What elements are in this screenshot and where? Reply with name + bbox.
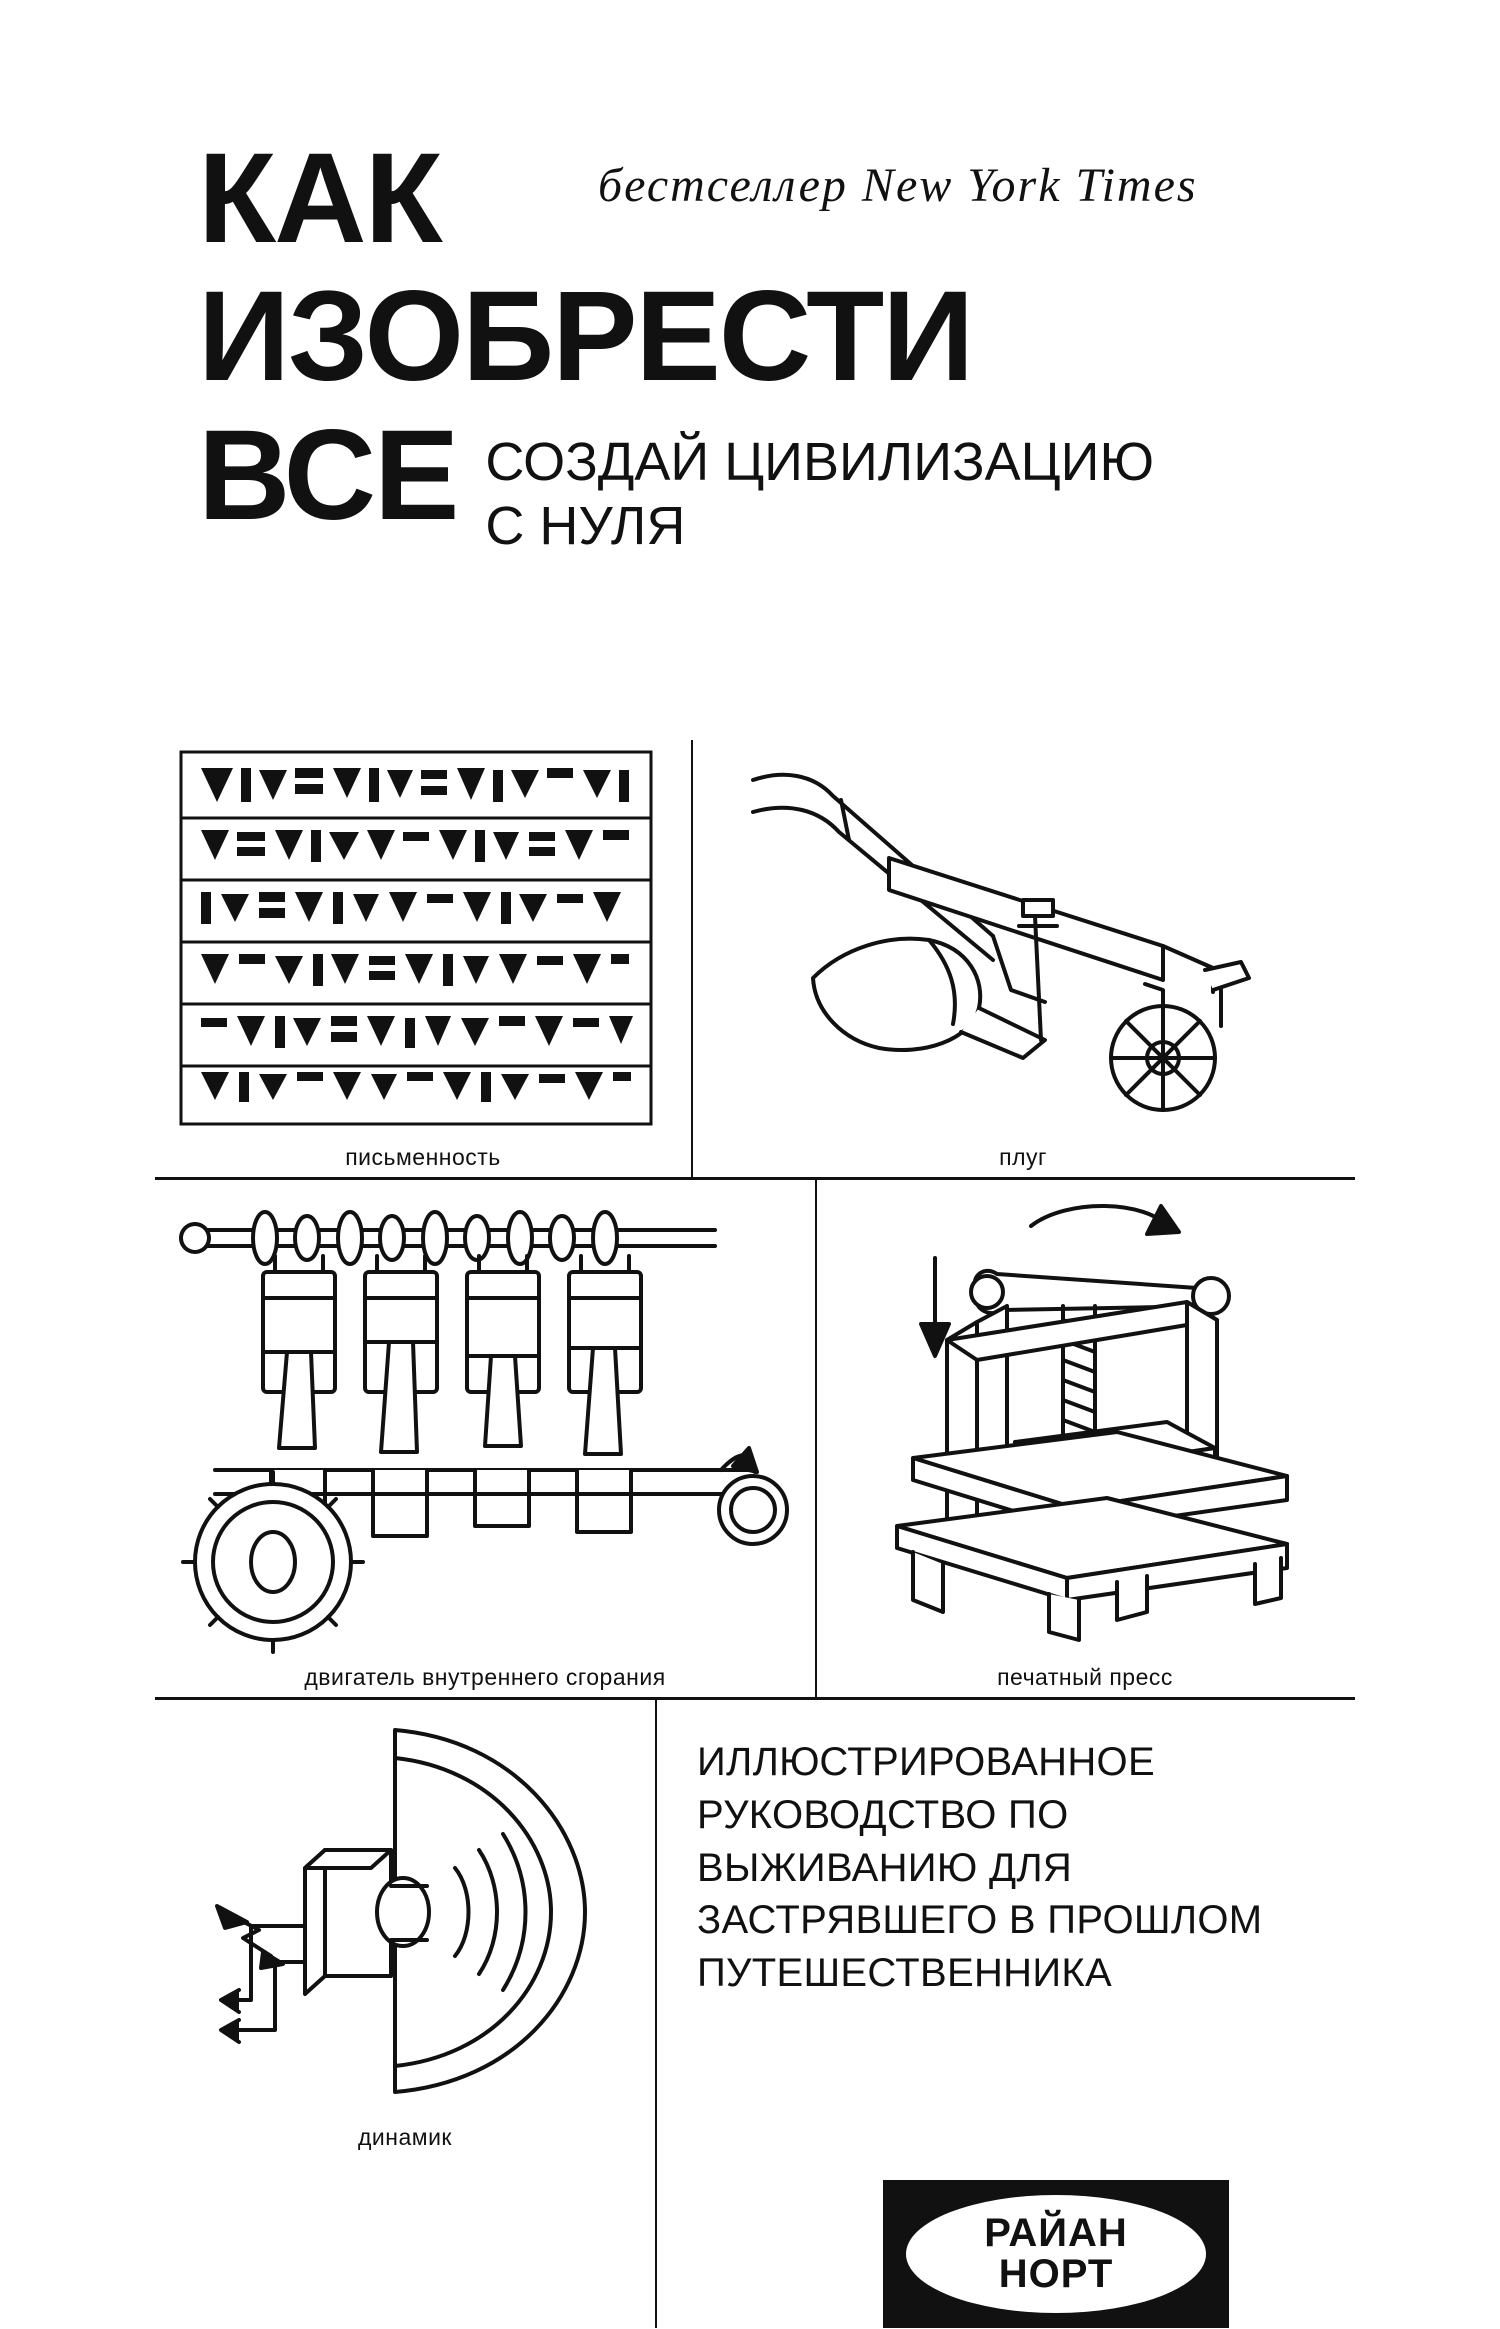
cuneiform-tablet-icon (155, 740, 691, 1140)
grid-row-2 (155, 1180, 1355, 1697)
bestseller-line: бестселлер New York Times (598, 159, 1198, 212)
plough-icon (693, 740, 1353, 1140)
illustration-cell-press (817, 1180, 1353, 1697)
subtitle (485, 431, 1154, 558)
description-text: ИЛЛЮСТРИРОВАННОЕ РУКОВОДСТВО ПО ВЫЖИВАНИЮ ДЛЯ ЗАСТРЯВШЕГО В ПРОШЛОМ ПУТЕШЕСТВЕННИКА (697, 1740, 1263, 1996)
caption-press: печатный пресс (997, 1664, 1173, 1690)
combustion-engine-icon (155, 1180, 815, 1660)
caption-plough: плуг (999, 1144, 1047, 1170)
subtitle-line-1: СОЗДАЙ ЦИВИЛИЗАЦИЮ (485, 432, 1154, 493)
description-cell (657, 1700, 1353, 2328)
illustration-cell-speaker (155, 1700, 655, 2328)
author-name-line-2: НОРТ (998, 2251, 1114, 2296)
caption-writing: письменность (345, 1144, 501, 1170)
printing-press-icon (817, 1180, 1353, 1660)
page-title-line-2: ИЗОБРЕСТИ (198, 264, 973, 408)
illustration-cell-plough (693, 740, 1353, 1177)
title-block (198, 127, 1378, 559)
subtitle-line-2: С НУЛЯ (485, 496, 686, 557)
loudspeaker-icon (155, 1700, 655, 2120)
grid-row-3 (155, 1700, 1355, 2328)
caption-speaker: динамик (358, 2124, 452, 2150)
page-title-line-3: ВСЕ (198, 404, 458, 548)
illustration-grid (155, 740, 1355, 2328)
illustration-cell-writing (155, 740, 691, 1177)
illustration-cell-engine (155, 1180, 815, 1697)
page-title-line-1: КАК (198, 127, 441, 270)
caption-engine: двигатель внутреннего сгорания (304, 1664, 666, 1690)
author-name-line-1: РАЙАН (984, 2211, 1128, 2256)
author-badge (883, 2180, 1229, 2328)
grid-row-1 (155, 740, 1355, 1177)
author-oval (906, 2195, 1206, 2313)
